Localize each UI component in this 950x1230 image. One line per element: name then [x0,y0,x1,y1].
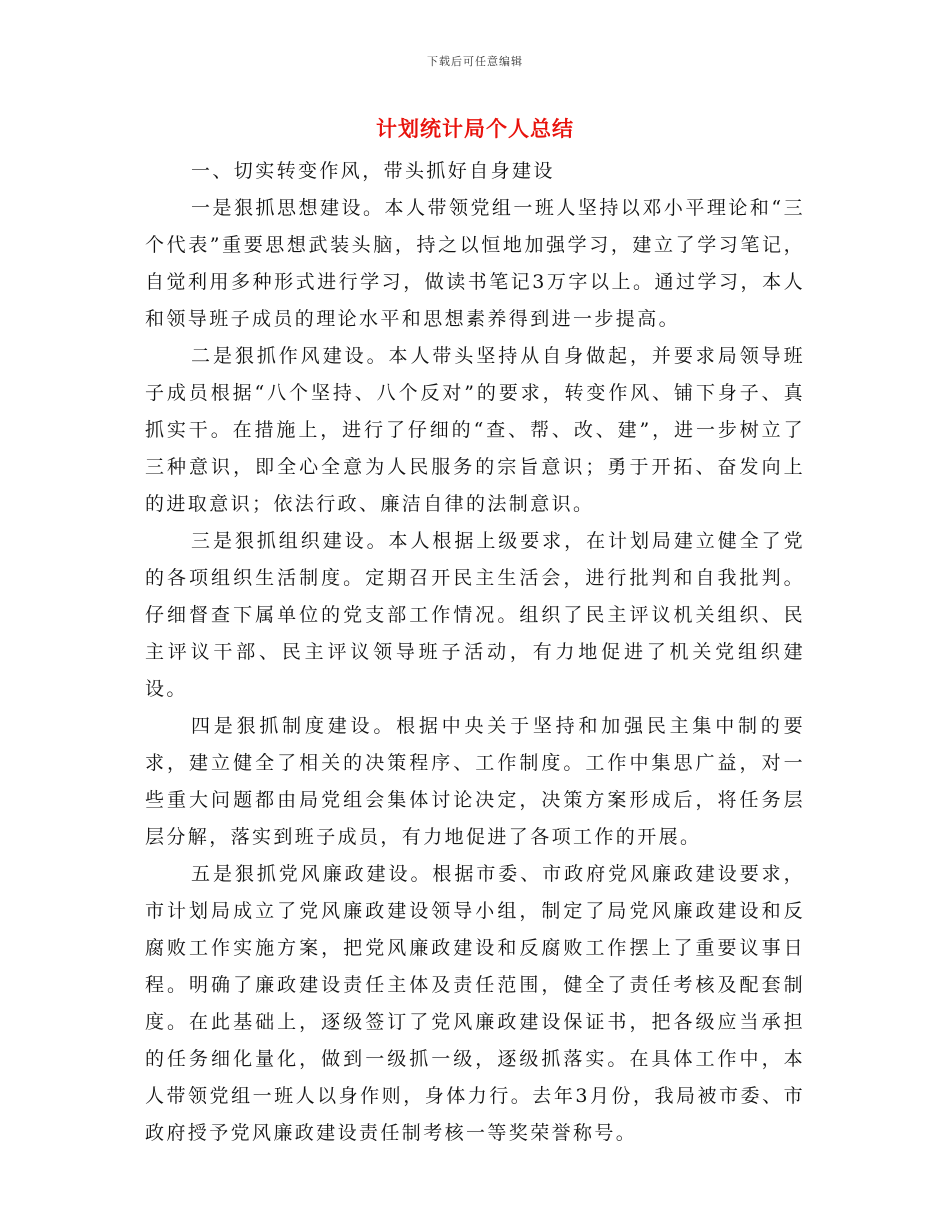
paragraph-system: 四是狠抓制度建设。根据中央关于坚持和加强民主集中制的要求，建立健全了相关的决策程序、工作制度。工作中集思广益，对一些重大问题都由局党组会集体讨论决定，决策方案形成后，将任务层层分解，落实到班子成员，有力地促进了各项工作的开展。 [145,715,805,848]
paragraph-integrity: 五是狠抓党风廉政建设。根据市委、市政府党风廉政建设要求，市计划局成立了党风廉政建设领导小组，制定了局党风廉政建设和反腐败工作实施方案，把党风廉政建设和反腐败工作摆上了重要议事日程。明确了廉政建设责任主体及责任范围，健全了责任考核及配套制度。在此基础上，逐级签订了党风廉政建设保证书，把各级应当承担的任务细化量化，做到一级抓一级，逐级抓落实。在具体工作中，本人带领党组一班人以身作则，身体力行。去年3月份，我局被市委、市政府授予党风廉政建设责任制考核一等奖荣誉称号。 [145,863,805,1144]
paragraph-work-style: 二是狠抓作风建设。本人带头坚持从自身做起，并要求局领导班子成员根据“八个坚持、八个反对”的要求，转变作风、铺下身子、真抓实干。在措施上，进行了仔细的“查、帮、改、建”，进一步树立了三种意识，即全心全意为人民服务的宗旨意识；勇于开拓、奋发向上的进取意识；依法行政、廉洁自律的法制意识。 [145,345,805,515]
document-title: 计划统计局个人总结 [376,116,574,141]
section-heading: 一、切实转变作风，带头抓好自身建设 [191,160,555,182]
document-body [145,153,805,1152]
header-note: 下载后可任意编辑 [427,55,523,68]
paragraph-ideology: 一是狠抓思想建设。本人带领党组一班人坚持以邓小平理论和“三个代表”重要思想武装头脑，持之以恒地加强学习，建立了学习笔记，自觉利用多种形式进行学习，做读书笔记3万字以上。通过学习，本人和领导班子成员的理论水平和思想素养得到进一步提高。 [145,197,805,330]
paragraph-organization: 三是狠抓组织建设。本人根据上级要求，在计划局建立健全了党的各项组织生活制度。定期召开民主生活会，进行批判和自我批判。仔细督查下属单位的党支部工作情况。组织了民主评议机关组织、民主评议干部、民主评议领导班子活动，有力地促进了机关党组织建设。 [145,530,805,700]
